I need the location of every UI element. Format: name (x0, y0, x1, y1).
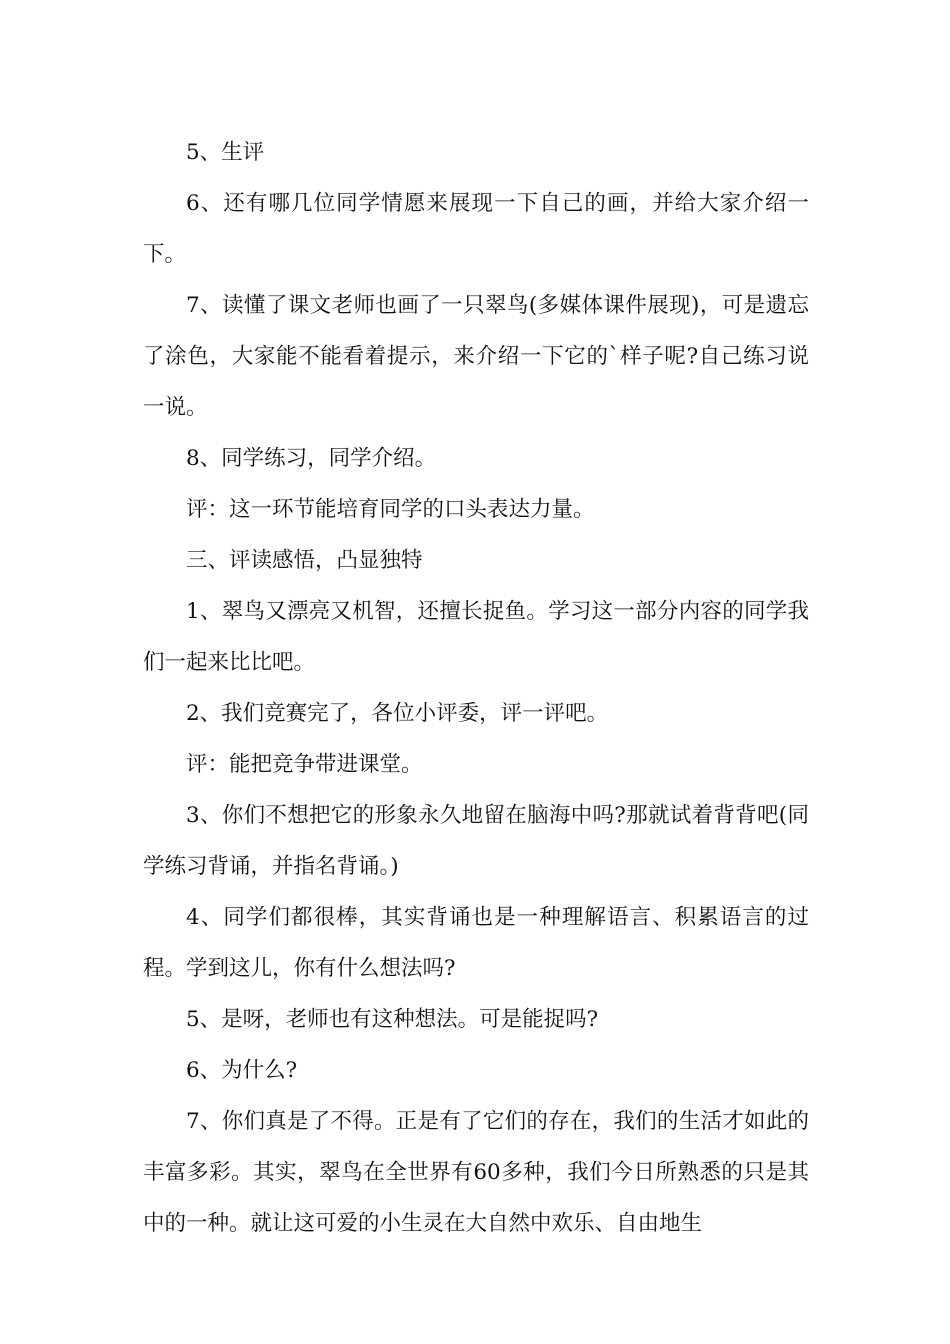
document-body (143, 127, 809, 1249)
paragraph: 8、同学练习，同学介绍。 (186, 446, 437, 471)
paragraph: 5、生评 (186, 140, 265, 165)
paragraph: 5、是呀，老师也有这种想法。可是能捉吗? (186, 1007, 599, 1032)
paragraph: 1、翠鸟又漂亮又机智，还擅长捉鱼。学习这一部分内容的同学我们一起来比比吧。 (143, 599, 809, 675)
paragraph: 3、你们不想把它的形象永久地留在脑海中吗?那就试着背背吧(同学练习背诵，并指名背诵。) (143, 803, 809, 879)
paragraph: 7、读懂了课文老师也画了一只翠鸟(多媒体课件展现)，可是遗忘了涂色，大家能不能看着提示，来介绍一下它的`样子呢?自己练习说一说。 (143, 293, 809, 420)
paragraph: 7、你们真是了不得。正是有了它们的存在，我们的生活才如此的丰富多彩。其实，翠鸟在全世界有60多种，我们今日所熟悉的只是其中的一种。就让这可爱的小生灵在大自然中欢乐、自由地生 (143, 1109, 809, 1236)
paragraph: 评：这一环节能培育同学的口头表达力量。 (186, 497, 595, 522)
paragraph: 6、为什么? (186, 1058, 298, 1083)
paragraph: 4、同学们都很棒，其实背诵也是一种理解语言、积累语言的过程。学到这儿，你有什么想法吗? (143, 905, 809, 981)
paragraph: 6、还有哪几位同学情愿来展现一下自己的画，并给大家介绍一下。 (143, 191, 809, 267)
section-heading: 三、评读感悟，凸显独特 (186, 548, 423, 573)
paragraph: 2、我们竞赛完了，各位小评委，评一评吧。 (186, 701, 609, 726)
paragraph: 评：能把竞争带进课堂。 (186, 752, 423, 777)
